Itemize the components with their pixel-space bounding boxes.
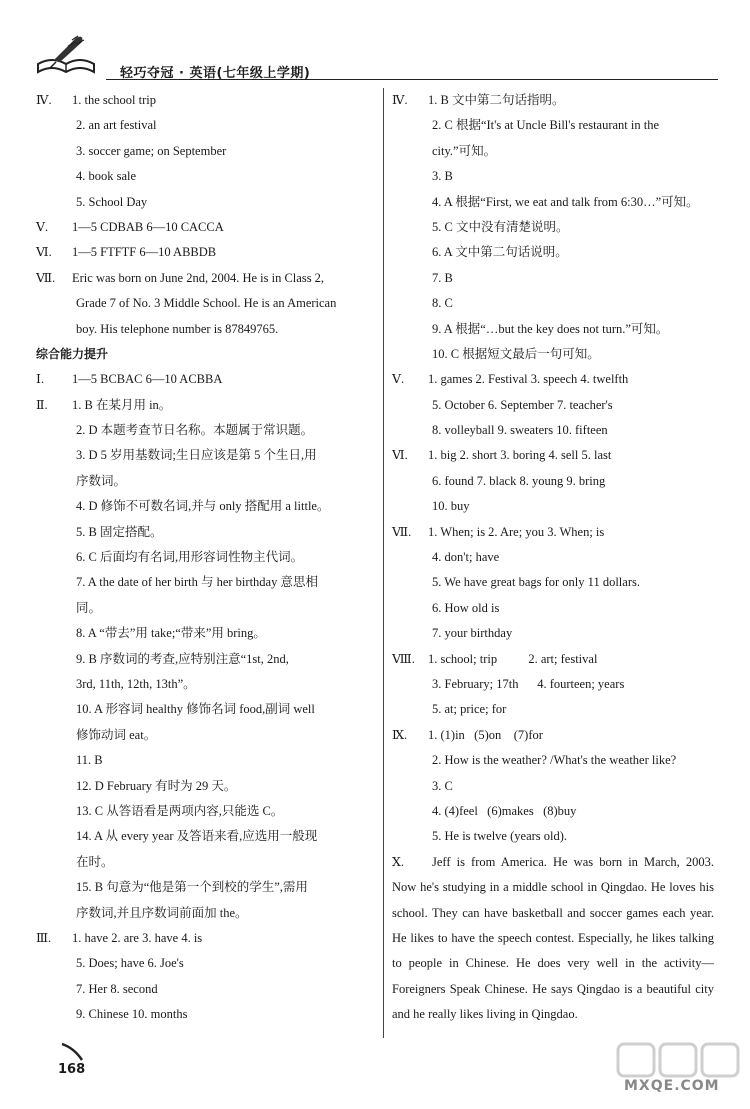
right-column — [392, 88, 714, 1028]
section-label: Ⅶ. — [36, 270, 56, 285]
answer-line: 8. C — [432, 296, 453, 311]
answer-line: 修饰动词 eat。 — [76, 727, 157, 742]
answer-line: 15. B 句意为“他是第一个到校的学生”,需用 — [76, 880, 308, 895]
answer-line: 3. D 5 岁用基数词;生日应该是第 5 个生日,用 — [76, 448, 317, 463]
answer-line: 6. C 后面均有名词,用形容词性物主代词。 — [76, 550, 304, 565]
answer-line: 7. A the date of her birth 与 her birthday 意思相 — [76, 575, 318, 590]
answer-line: 5. C 文中没有清楚说明。 — [432, 219, 569, 234]
answer-line: 同。 — [76, 600, 102, 615]
answer-line: 2. D 本题考查节日名称。本题属于常识题。 — [76, 423, 314, 438]
answer-line: 7. Her 8. second — [76, 981, 158, 996]
section-label: Ⅲ. — [36, 930, 52, 945]
section-label: Ⅳ. — [36, 93, 52, 107]
answer-line: Grade 7 of No. 3 Middle School. He is an American — [76, 296, 337, 311]
book-quill-logo-icon — [32, 34, 104, 76]
answer-line: 10. C 根据短文最后一句可知。 — [432, 346, 600, 361]
answer-line: 5. He is twelve (years old). — [432, 829, 568, 844]
answer-line: 2. C 根据“It's at Uncle Bill's restaurant in the — [432, 118, 660, 133]
answer-line: 13. C 从答语看是两项内容,只能选 C。 — [76, 803, 284, 818]
answer-line: 5. B 固定搭配。 — [76, 524, 163, 539]
answer-line: Ⅳ. 1. B 文中第二句话指明。 — [392, 88, 714, 113]
answer-line: 6. found 7. black 8. young 9. bring — [432, 473, 606, 488]
answer-line: 8. A “带去”用 take;“带来”用 bring。 — [76, 626, 266, 641]
answer-line: 10. buy — [432, 499, 470, 514]
answer-line: 4. D 修饰不可数名词,并与 only 搭配用 a little。 — [76, 499, 330, 514]
answer-line: 6. A 文中第二句话说明。 — [432, 245, 568, 260]
essay-paragraph: Jeff is from America. He was born in March, 2003. Now he's studying in a middle school in Qingdao. He loves his school. They can have basketball and soccer games each year. He likes to have the speech contest. Especially, he likes talking to people in Chinese. He does very well in the activity—Foreigners Speak Chinese. He says Qingdao is a beautiful city and he really likes living in Qingdao. — [392, 854, 714, 1022]
answer-line: Ⅳ. 1. the school trip — [36, 88, 378, 113]
answer-line: 11. B — [76, 753, 103, 768]
page-swoosh-icon — [60, 1040, 86, 1062]
answer-line: 4. (4)feel (6)makes (8)buy — [432, 803, 577, 818]
watermark-text: MXQE.COM — [624, 1078, 720, 1094]
answer-line: 3rd, 11th, 12th, 13th”。 — [76, 676, 196, 691]
section-label: Ⅹ. — [392, 854, 405, 869]
section-label: Ⅷ. — [392, 651, 415, 666]
answer-line: city.”可知。 — [432, 143, 497, 158]
answer-line: Ⅸ. 1. (1)in (5)on (7)for — [392, 723, 714, 748]
answer-line: Ⅵ. 1. big 2. short 3. boring 4. sell 5. last — [392, 443, 714, 468]
answer-line: 4. book sale — [76, 169, 137, 184]
answer-line: 序数词。 — [76, 473, 127, 488]
answer-line: 3. February; 17th 4. fourteen; years — [432, 676, 625, 691]
answer-line: Ⅱ. 1. B 在某月用 in。 — [36, 393, 378, 418]
header-title: 轻巧夺冠 · 英语(七年级上学期) — [120, 66, 311, 81]
left-column — [36, 88, 378, 1027]
answer-line: 9. B 序数词的考查,应特别注意“1st, 2nd, — [76, 651, 289, 666]
answer-line: 序数词,并且序数词前面加 the。 — [76, 905, 248, 920]
answer-line: Ⅵ. 1—5 FTFTF 6—10 ABBDB — [36, 240, 378, 265]
answer-line: 2. an art festival — [76, 118, 157, 133]
answer-line: 9. A 根据“…but the key does not turn.”可知。 — [432, 321, 669, 336]
section-label: Ⅸ. — [392, 727, 408, 742]
section-label: Ⅱ. — [36, 397, 48, 412]
answer-line: 14. A 从 every year 及答语来看,应选用一般现 — [76, 829, 318, 844]
answer-line: 12. D February 有时为 29 天。 — [76, 778, 237, 793]
answer-line: 5. at; price; for — [432, 702, 507, 717]
answer-line: Ⅲ. 1. have 2. are 3. have 4. is — [36, 926, 378, 951]
answer-line: 7. your birthday — [432, 626, 513, 641]
answer-line: Ⅰ. 1—5 BCBAC 6—10 ACBBA — [36, 367, 378, 392]
section-label: Ⅳ. — [392, 93, 408, 107]
answer-line: Ⅴ. 1—5 CDBAB 6—10 CACCA — [36, 215, 378, 240]
section-label: Ⅴ. — [392, 372, 405, 387]
answer-line: boy. His telephone number is 87849765. — [76, 321, 279, 336]
answer-line: Ⅴ. 1. games 2. Festival 3. speech 4. twelfth — [392, 367, 714, 392]
answer-line: Ⅶ. 1. When; is 2. Are; you 3. When; is — [392, 520, 714, 545]
answer-line: 5. School Day — [76, 194, 148, 209]
answer-line: 4. don't; have — [432, 550, 500, 565]
answer-line: 9. Chinese 10. months — [76, 1007, 188, 1022]
section-label: Ⅴ. — [36, 219, 49, 234]
answer-line: 3. B — [432, 169, 453, 184]
answer-line: 5. Does; have 6. Joe's — [76, 956, 184, 971]
section-label: Ⅰ. — [36, 372, 45, 387]
column-divider — [383, 88, 384, 1038]
answer-line: 3. C — [432, 778, 453, 793]
essay-block — [392, 850, 714, 1028]
answer-line: 在时。 — [76, 854, 114, 869]
answer-line: Ⅶ. Eric was born on June 2nd, 2004. He is in Class 2, — [36, 266, 378, 291]
page-number: 168 — [58, 1062, 86, 1077]
answer-line: 8. volleyball 9. sweaters 10. fifteen — [432, 423, 608, 438]
section-heading: 综合能力提升 — [36, 346, 109, 361]
answer-line: 10. A 形容词 healthy 修饰名词 food,副词 well — [76, 702, 315, 717]
answer-line: 4. A 根据“First, we eat and talk from 6:30…”可知。 — [432, 194, 699, 209]
answer-line: 6. How old is — [432, 600, 500, 615]
answer-line: 7. B — [432, 270, 453, 285]
answer-line: 2. How is the weather? /What's the weather like? — [432, 753, 677, 768]
answer-line: 3. soccer game; on September — [76, 143, 227, 158]
answer-line: 5. We have great bags for only 11 dollars. — [432, 575, 640, 590]
section-label: Ⅶ. — [392, 524, 412, 539]
section-label: Ⅵ. — [36, 245, 52, 260]
answer-line: Ⅷ. 1. school; trip 2. art; festival — [392, 647, 714, 672]
answer-line: 5. October 6. September 7. teacher's — [432, 397, 613, 412]
section-label: Ⅵ. — [392, 448, 408, 463]
page-header — [28, 30, 718, 80]
header-rule — [106, 79, 718, 80]
